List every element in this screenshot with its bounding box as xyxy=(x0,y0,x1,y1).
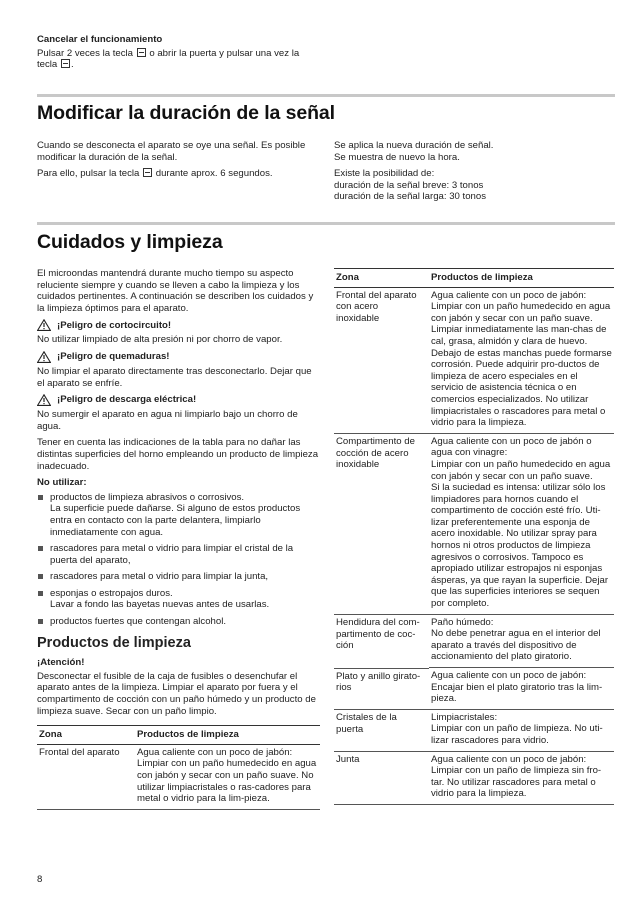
bullet-icon xyxy=(38,619,43,624)
attention-text: Desconectar el fusible de la caja de fusibles o desenchufar el aparato antes de la limpieza. Limpiar el aparato por fuera y el compartimento de cocción con un paño húmedo y un producto de limpieza suave. Secar con un paño limpio. xyxy=(37,670,316,717)
warning-short-circuit-title: ¡Peligro de cortocircuito! xyxy=(57,319,172,331)
col-products-header: Productos de limpieza xyxy=(429,269,614,288)
warning-icon xyxy=(37,394,51,406)
warning-electric-shock-text: No sumergir el aparato en agua ni limpiarlo bajo un chorro de agua. xyxy=(37,409,298,432)
page-number: 8 xyxy=(37,874,43,885)
list-item: productos fuertes que contengan alcohol. xyxy=(37,616,320,628)
products-cell: Agua caliente con un poco de jabón: Limpiar con un paño de limpieza sin fro-tar. No utilizar rascadores para metal o vidrio para la limpieza. xyxy=(429,752,614,805)
table-row xyxy=(334,668,614,710)
zone-cell: Junta xyxy=(334,752,429,805)
stop-key-icon-2 xyxy=(61,59,70,68)
left-cleaning-table xyxy=(37,725,320,810)
col-zone-header: Zona xyxy=(37,726,135,745)
warning-burns xyxy=(37,351,320,363)
zone-cell: Hendidura del com-partimento de coc-ción xyxy=(334,615,429,668)
list-item: esponjas o estropajos duros. Lavar a fondo las bayetas nuevas antes de usarlas. xyxy=(37,588,320,611)
signal-left-p2 xyxy=(37,168,322,180)
products-cell: Limpiacristales: Limpiar con un paño de limpieza. No uti-lizar rascadores para vidrio. xyxy=(429,710,614,752)
warning-icon xyxy=(37,319,51,331)
stop-key-icon xyxy=(137,48,146,57)
care-left-column xyxy=(37,268,320,810)
zone-cell: Frontal del aparato xyxy=(37,744,135,809)
signal-left-p2b: durante aprox. 6 segundos. xyxy=(155,168,273,180)
warning-burns-text: No limpiar el aparato directamente tras desconectarlo. Dejar que el aparato se enfríe. xyxy=(37,365,312,389)
table-row xyxy=(334,434,614,615)
table-row xyxy=(334,615,614,668)
zone-cell: Plato y anillo girato-rios xyxy=(334,668,429,710)
cancel-section xyxy=(37,34,327,71)
warning-electric-shock xyxy=(37,394,320,406)
signal-left-column xyxy=(37,140,322,185)
section-divider-2 xyxy=(37,222,615,225)
signal-left-p1: Cuando se desconecta el aparato se oye una señal. Es posible modificar la duración de la señal. xyxy=(37,140,306,163)
list-item: rascadores para metal o vidrio para limpiar la junta, xyxy=(37,571,320,583)
cancel-heading: Cancelar el funcionamiento xyxy=(37,34,163,45)
no-use-list xyxy=(37,492,320,628)
list-item: rascadores para metal o vidrio para limpiar el cristal de la puerta del aparato, xyxy=(37,543,320,566)
zone-cell: Cristales de la puerta xyxy=(334,710,429,752)
warning-electric-shock-title: ¡Peligro de descarga eléctrica! xyxy=(57,394,197,406)
table-row xyxy=(334,710,614,752)
products-cell: Paño húmedo: No debe penetrar agua en el interior del aparato a través del dispositivo de accionamiento del plato giratorio. xyxy=(429,615,614,668)
list-item: productos de limpieza abrasivos o corrosivos. La superficie puede dañarse. Si alguno de estos productos entra en contacto con la parte delantera, limpiarlo inmediatamente con agua. xyxy=(37,492,320,538)
cancel-text-c: tecla xyxy=(37,59,58,71)
zone-cell: Frontal del aparato con acero inoxidable xyxy=(334,287,429,434)
signal-right-p2: Existe la posibilidad de: duración de la señal breve: 3 tonos duración de la señal larga: 30 tonos xyxy=(334,168,487,203)
warning-burns-title: ¡Peligro de quemaduras! xyxy=(57,351,170,363)
bullet-icon xyxy=(38,495,43,500)
table-row xyxy=(334,752,614,805)
products-cell: Agua caliente con un poco de jabón: Limpiar con un paño humedecido en agua con jabón y secar con un paño suave. Limpiar inmediatamente las man-chas de cal, grasa, almidón y clara de huevo. Debajo de estas manchas puede formarse corrosión. Puede adquirir pro-ductos de limpieza de acero especiales en el servicio de asistencia técnica o en comercios especializados. No utilizar limpiacristales o rascadores para metal o vidrio para la limpieza. xyxy=(429,288,614,434)
zone-cell: Compartimento de cocción de acero inoxidable xyxy=(334,434,429,615)
products-cell: Agua caliente con un poco de jabón: Limpiar con un paño humedecido en agua con jabón y secar con un paño suave. No utilizar limpiacristales o ras-cadores para metal o vidrio para la lim-pieza. xyxy=(135,745,320,810)
col-zone-header: Zona xyxy=(334,269,429,288)
bullet-icon xyxy=(38,546,43,551)
signal-heading: Modificar la duración de la señal xyxy=(37,102,335,124)
right-cleaning-table xyxy=(334,268,614,805)
care-intro: El microondas mantendrá durante mucho tiempo su aspecto reluciente siempre y cuando se lleven a cabo la limpieza y los cuidados pertinentes. A continuación se describen los cuidados y la limpieza óptimos para el aparato. xyxy=(37,268,314,314)
table-row xyxy=(334,287,614,434)
warning-short-circuit-text: No utilizar limpiado de alta presión ni por chorro de vapor. xyxy=(37,334,283,346)
col-products-header: Productos de limpieza xyxy=(135,726,320,745)
table-row xyxy=(37,744,320,809)
timer-key-icon xyxy=(143,168,152,177)
products-cell: Agua caliente con un poco de jabón o agua con vinagre: Limpiar con un paño humedecido en agua con jabón y secar con un paño suave. Si la suciedad es intensa: utilizar sólo los limpiadores para hornos cuando el compartimento de cocción esté frío. Uti-lizar preferentemente una esponja de acero inoxidable. No utilizar spray para hornos ni otros productos de limpieza agresivos o corrosivos. Tampoco es apropiado utilizar estropajos ni esponjas ásperas, ya que rayan la superficie. Dejar que las superficies interiores se sequen por completo. xyxy=(429,434,614,615)
signal-left-p2a: Para ello, pulsar la tecla xyxy=(37,168,140,180)
section-divider-1 xyxy=(37,94,615,97)
care-right-column xyxy=(334,268,614,805)
products-heading: Productos de limpieza xyxy=(37,634,191,651)
warning-short-circuit xyxy=(37,319,320,331)
cancel-text xyxy=(37,48,327,71)
care-heading: Cuidados y limpieza xyxy=(37,231,223,253)
table-header-row xyxy=(37,726,320,745)
cancel-text-d: . xyxy=(70,59,74,71)
bullet-icon xyxy=(38,591,43,596)
signal-right-p1: Se aplica la nueva duración de señal. Se muestra de nuevo la hora. xyxy=(334,140,494,163)
bullet-icon xyxy=(38,574,43,579)
no-use-label: No utilizar: xyxy=(37,477,87,489)
table-header-row xyxy=(334,269,614,288)
cancel-text-a: Pulsar 2 veces la tecla xyxy=(37,47,133,59)
cancel-text-b: o abrir la puerta y pulsar una vez la xyxy=(149,47,300,59)
signal-right-column xyxy=(334,140,614,208)
care-note: Tener en cuenta las indicaciones de la tabla para no dañar las distintas superficies del horno empleando un producto de limpieza inadecuado. xyxy=(37,437,319,472)
attention-label: ¡Atención! xyxy=(37,657,85,669)
products-cell: Agua caliente con un poco de jabón: Encajar bien el plato giratorio tras la lim-pieza. xyxy=(429,668,614,710)
warning-icon xyxy=(37,351,51,363)
